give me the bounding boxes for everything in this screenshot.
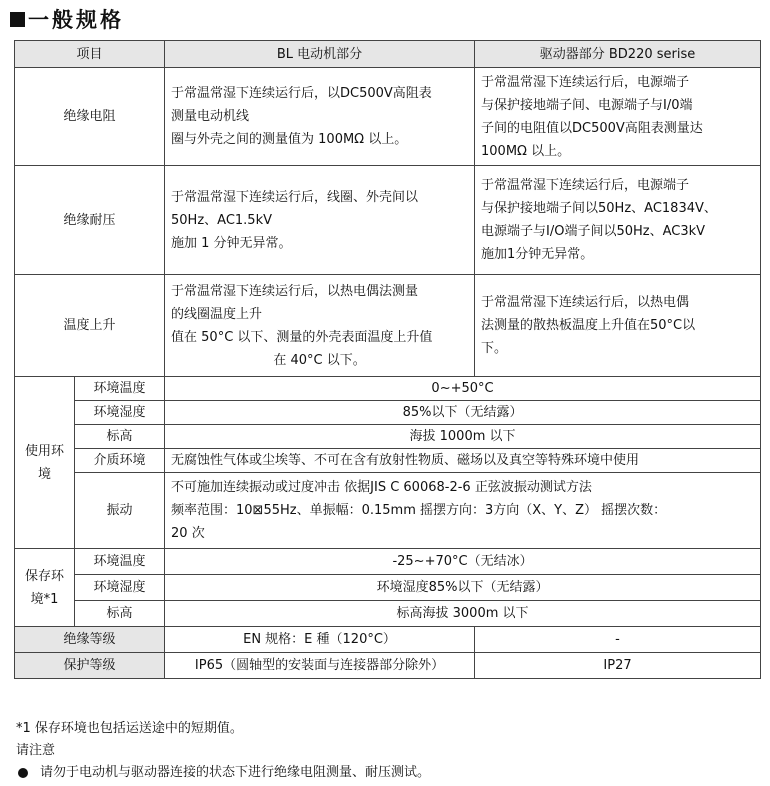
driver-insulation-class: -	[475, 627, 761, 653]
caution-title: 请注意	[16, 743, 56, 758]
op-ambient-humidity-label: 环境湿度	[75, 401, 165, 425]
square-bullet-icon	[10, 12, 25, 27]
op-ambient-temp-label: 环境温度	[75, 377, 165, 401]
motor-temperature-rise: 于常温常湿下连续运行后，以热电偶法测量 的线圈温度上升 值在 50°C 以下、测量的外壳表面温度上升值	[171, 283, 433, 345]
motor-insulation-resistance: 于常温常湿下连续运行后，以DC500V高阻表 测量电动机线 圈与外壳之间的测量值为 100MΩ 以上。	[165, 68, 475, 166]
header-motor: BL 电动机部分	[165, 41, 475, 68]
op-altitude-label: 标高	[75, 425, 165, 449]
table-row	[15, 473, 761, 549]
caution-item-text: 请勿于电动机与驱动器连接的状态下进行绝缘电阻测量、耐压测试。	[40, 765, 431, 780]
table-row	[15, 68, 761, 166]
notes-section	[16, 718, 430, 784]
motor-temperature-rise-cell	[165, 275, 475, 377]
op-altitude-value: 海拔 1000m 以下	[165, 425, 761, 449]
op-vibration-label: 振动	[75, 473, 165, 549]
op-ambient-temp-value: 0~+50°C	[165, 377, 761, 401]
table-row	[15, 166, 761, 275]
section-title-text: 一般规格	[28, 8, 124, 32]
spec-table	[14, 40, 761, 679]
table-row	[15, 601, 761, 627]
row-label-withstand-voltage: 绝缘耐压	[15, 166, 165, 275]
st-ambient-temp-value: -25~+70°C（无结冰）	[165, 549, 761, 575]
op-atmosphere-label: 介质环境	[75, 449, 165, 473]
motor-temperature-rise-last: 在 40°C 以下。	[273, 352, 366, 368]
driver-withstand-voltage: 于常温常湿下连续运行后，电源端子 与保护接地端子间以50Hz、AC1834V、 电源端子与I/O端子间以50Hz、AC3kV 施加1分钟无异常。	[475, 166, 761, 275]
table-row	[15, 627, 761, 653]
bullet-icon	[18, 768, 28, 778]
st-ambient-temp-label: 环境温度	[75, 549, 165, 575]
driver-protection-class: IP27	[475, 653, 761, 679]
group-label-storage-env: 保存环 境*1	[15, 549, 75, 627]
motor-insulation-class: EN 规格：E 種（120°C）	[165, 627, 475, 653]
op-atmosphere-value: 无腐蚀性气体或尘埃等、不可在含有放射性物质、磁场以及真空等特殊环境中使用	[165, 449, 761, 473]
driver-temperature-rise: 于常温常湿下连续运行后，以热电偶 法测量的散热板温度上升值在50°C以 下。	[475, 275, 761, 377]
row-label-insulation-class: 绝缘等级	[15, 627, 165, 653]
footnote: *1 保存环境也包括运送途中的短期值。	[16, 721, 243, 736]
st-ambient-humidity-label: 环境湿度	[75, 575, 165, 601]
table-row	[15, 449, 761, 473]
motor-protection-class: IP65（圆轴型的安装面与连接器部分除外）	[165, 653, 475, 679]
table-row	[15, 653, 761, 679]
op-ambient-humidity-value: 85%以下（无结露）	[165, 401, 761, 425]
st-altitude-label: 标高	[75, 601, 165, 627]
table-row	[15, 575, 761, 601]
row-label-protection-class: 保护等级	[15, 653, 165, 679]
row-label-insulation-resistance: 绝缘电阻	[15, 68, 165, 166]
table-row	[15, 425, 761, 449]
table-row	[15, 401, 761, 425]
table-row	[15, 549, 761, 575]
driver-insulation-resistance: 于常温常湿下连续运行后，电源端子 与保护接地端子间、电源端子与I/0端 子间的电阻值以DC500V高阻表测量达 100MΩ 以上。	[475, 68, 761, 166]
table-header-row	[15, 41, 761, 68]
row-label-temperature-rise: 温度上升	[15, 275, 165, 377]
section-title	[10, 4, 124, 34]
header-item: 项目	[15, 41, 165, 68]
table-row	[15, 377, 761, 401]
group-label-operating-env: 使用环 境	[15, 377, 75, 549]
st-ambient-humidity-value: 环境湿度85%以下（无结露）	[165, 575, 761, 601]
motor-withstand-voltage: 于常温常湿下连续运行后，线圈、外壳间以 50Hz、AC1.5kV 施加 1 分钟无异常。	[165, 166, 475, 275]
op-vibration-value: 不可施加连续振动或过度冲击 依据JIS C 60068-2-6 正弦波振动测试方法 频率范围：10⊠55Hz、单振幅：0.15mm 摇摆方向：3方向（X、Y、Z） 摇摆次数： 20 次	[165, 473, 761, 549]
table-row	[15, 275, 761, 377]
caution-item	[16, 762, 430, 784]
header-driver: 驱动器部分 BD220 serise	[475, 41, 761, 68]
st-altitude-value: 标高海拔 3000m 以下	[165, 601, 761, 627]
